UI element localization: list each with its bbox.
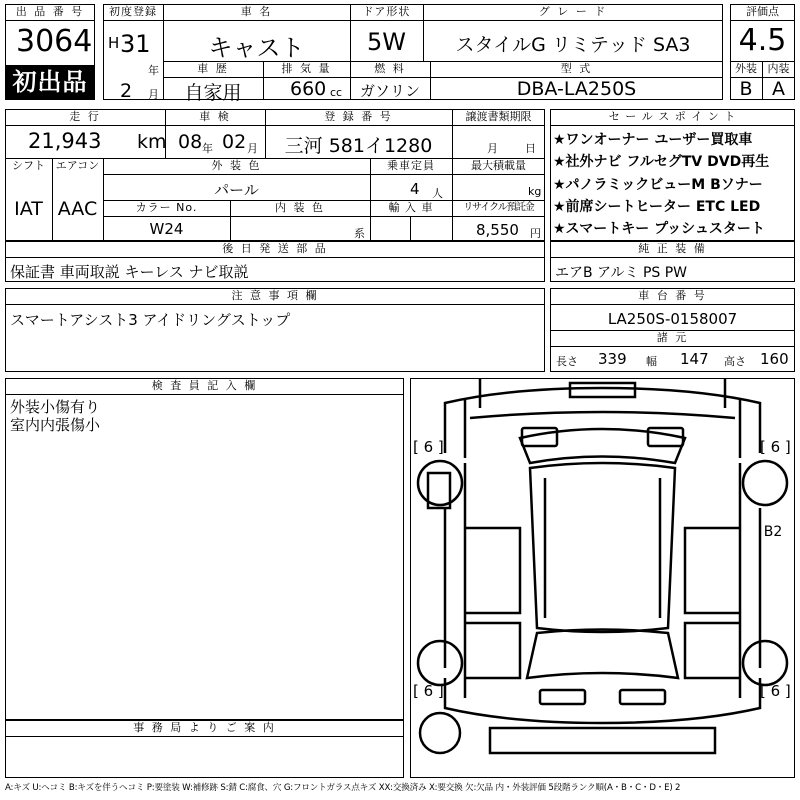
door-type: 5W — [367, 28, 406, 56]
car-damage-diagram — [410, 378, 795, 778]
score: 4.5 — [738, 23, 787, 58]
interior-label: 内装 — [767, 62, 790, 75]
inspection-month-unit: 月 — [247, 142, 258, 155]
damage-code-b2: B2 — [763, 524, 783, 540]
notes-label: 注 意 事 項 欄 — [231, 289, 319, 302]
inspection-year: 08 — [178, 131, 203, 153]
inspection-year-unit: 年 — [202, 142, 213, 155]
capacity-label: 乗車定員 — [387, 159, 435, 172]
fuel: ガソリン — [359, 82, 420, 100]
interior-color-unit: 系 — [354, 227, 365, 240]
color-number-label: カラー No. — [135, 201, 198, 214]
mileage-unit: km — [137, 131, 167, 153]
inspector-note-1: 外装小傷有り — [10, 398, 101, 416]
equipment-label: 純 正 装 備 — [638, 242, 707, 255]
capacity: 4 — [410, 180, 420, 198]
shift-label: シフト — [12, 159, 45, 172]
length: 339 — [598, 350, 627, 368]
car-name-label: 車 名 — [240, 5, 273, 18]
office-label: 事 務 局 よ り ご 案 内 — [133, 721, 276, 734]
width-label: 幅 — [646, 355, 657, 368]
width: 147 — [680, 350, 709, 368]
later-parts-label: 後 日 発 送 部 品 — [222, 242, 328, 255]
chassis-number: LA250S-0158007 — [607, 310, 738, 328]
inspector-note-2: 室内内張傷小 — [10, 416, 101, 434]
capacity-unit: 人 — [432, 187, 443, 200]
diagram-mark-rear-right: [ 6 ] — [760, 682, 791, 700]
equipment: エアB アルミ PS PW — [555, 265, 688, 281]
lot-number-label: 出 品 番 号 — [15, 5, 85, 18]
recycle-label: リサイクル預託金 — [463, 202, 534, 213]
inspection-label: 車 検 — [199, 110, 231, 123]
recycle-unit: 円 — [530, 227, 541, 240]
transfer-day-unit: 日 — [525, 142, 536, 155]
sales-point-1: ★ワンオーナー ユーザー買取車 — [553, 132, 753, 148]
sales-point-5: ★スマートキー プッシュスタート — [553, 221, 765, 237]
model: DBA-LA250S — [516, 78, 637, 100]
height: 160 — [760, 350, 789, 368]
color: パール — [214, 181, 259, 199]
shift: IAT — [14, 198, 43, 220]
sales-point-2: ★社外ナビ フルセグTV DVD再生 — [553, 154, 770, 170]
mileage: 21,943 — [28, 129, 102, 153]
displacement: 660 — [290, 78, 327, 100]
sales-points-label: セ ー ル ス ポ イ ン ト — [608, 110, 737, 123]
inspection-month: 02 — [222, 131, 247, 153]
first-reg-label: 初度登録 — [109, 5, 157, 18]
history: 自家用 — [184, 82, 242, 104]
diagram-mark-rear-left: [ 6 ] — [413, 682, 444, 700]
lot-number: 3064 — [16, 24, 93, 59]
exterior-label: 外装 — [735, 62, 757, 75]
notes: スマートアシスト3 アイドリングストップ — [10, 311, 291, 329]
color-number: W24 — [149, 220, 184, 238]
car-name: キャスト — [208, 34, 305, 62]
transfer-month-unit: 月 — [487, 142, 498, 155]
max-load-unit: kg — [528, 185, 542, 198]
diagram-mark-front-left: [ 6 ] — [413, 438, 444, 456]
grade: スタイルG リミテッド SA3 — [455, 34, 691, 56]
ac-label: エアコン — [55, 159, 100, 172]
transfer-deadline-label: 譲渡書類期限 — [465, 110, 532, 123]
year-unit: 年 — [148, 64, 159, 77]
color-label: 外 装 色 — [211, 159, 262, 172]
fuel-label: 燃 料 — [374, 62, 406, 75]
height-label: 高さ — [724, 355, 746, 368]
first-reg-year: 31 — [120, 30, 151, 58]
inspector-label: 検 査 員 記 入 欄 — [151, 379, 258, 392]
score-label: 評価点 — [746, 5, 779, 18]
ac: AAC — [57, 198, 98, 220]
reg-number-label: 登 録 番 号 — [324, 110, 393, 123]
import-label: 輸 入 車 — [388, 201, 434, 214]
reg-number: 三河 581イ1280 — [284, 135, 433, 157]
exterior-grade: B — [739, 78, 753, 100]
sales-point-3: ★パノラミックビューM Bソナー — [553, 177, 763, 193]
month-unit: 月 — [148, 88, 159, 101]
displacement-unit: cc — [330, 86, 343, 99]
era: H — [108, 34, 120, 52]
later-parts: 保証書 車両取説 キーレス ナビ取説 — [10, 263, 249, 281]
mileage-label: 走 行 — [69, 110, 101, 123]
first-reg-month: 2 — [120, 80, 133, 102]
dimensions-label: 諸 元 — [656, 331, 689, 344]
recycle-fee: 8,550 — [476, 221, 519, 239]
chassis-label: 車 台 番 号 — [638, 289, 707, 302]
history-label: 車 歴 — [197, 62, 229, 75]
interior-grade: A — [772, 78, 785, 100]
first-listing-badge: 初出品 — [6, 65, 94, 99]
legend-text: A:キズ U:ヘコミ B:キズを伴うヘコミ P:要塗装 W:補修跡 S:錆 C:腐食、穴 G:フロントガラス点キズ XX:交換済み X:要交換 欠:欠品 内・外装評価 5段階ランク順(A・B・C・D・E) 2 — [5, 783, 681, 793]
sales-point-4: ★前席シートヒーター ETC LED — [553, 199, 761, 215]
diagram-mark-front-right: [ 6 ] — [760, 438, 791, 456]
model-label: 型 式 — [560, 62, 593, 75]
displacement-label: 排 気 量 — [281, 62, 332, 75]
max-load-label: 最大積載量 — [471, 159, 526, 172]
grade-label: グ レ ー ド — [538, 5, 608, 18]
length-label: 長さ — [556, 355, 578, 368]
door-label: ドア形状 — [362, 5, 411, 18]
interior-color-label: 内 装 色 — [275, 201, 325, 214]
